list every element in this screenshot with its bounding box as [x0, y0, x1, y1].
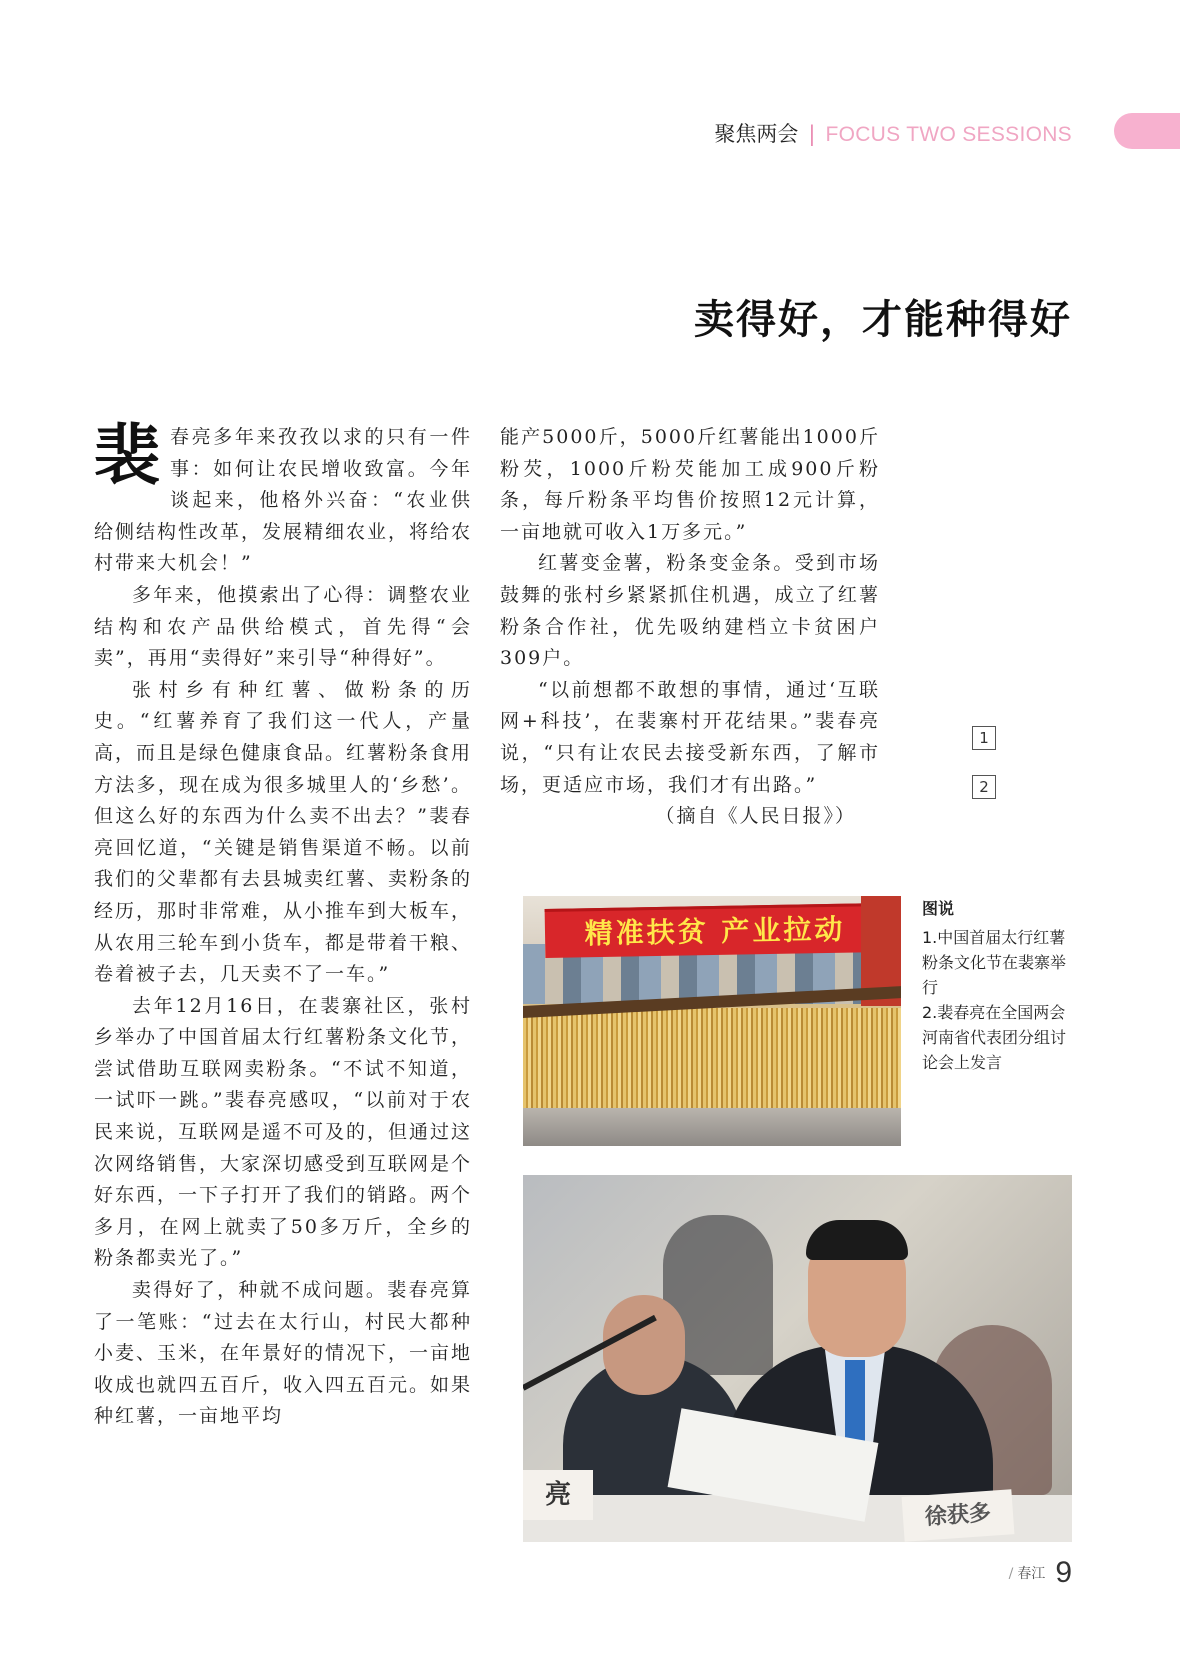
photo-delegation-meeting: [523, 1175, 1072, 1542]
article-paragraph: 张村乡有种红薯、做粉条的历史。“红薯养育了我们这一代人，产量高，而且是绿色健康食品。红薯粉条食用方法多，现在成为很多城里人的‘乡愁’。但这么好的东西为什么卖不出去？”裴春亮回忆道，“关键是销售渠道不畅。以前我们的父辈都有去县城卖红薯、卖粉条的经历，那时非常难，从小推车到大板车，从农用三轮车到小货车，都是带着干粮、卷着被子去，几天卖不了一车。”: [94, 678, 473, 986]
article-source: （摘自《人民日报》）: [655, 805, 856, 828]
caption-title: 图说: [922, 899, 955, 918]
article-paragraph: 裴春亮多年来孜孜以求的只有一件事：如何让农民增收致富。今年谈起来，他格外兴奋：“农业供给侧结构性改革，发展精细农业，将给农村带来大机会！”: [94, 416, 473, 575]
article-paragraph: 红薯变金薯，粉条变金条。受到市场鼓舞的张村乡紧紧抓住机遇，成立了红薯粉条合作社，优先吸纳建档立卡贫困户309户。: [500, 552, 880, 670]
hanging-noodles: [523, 1008, 901, 1113]
caption-item-1: 1.中国首届太行红薯粉条文化节在裴寨举行: [922, 928, 1067, 997]
article-paragraph: “以前想都不敢想的事情，通过‘互联网+科技’，在裴寨村开花结果。”裴春亮说，“只有让农民去接受新东西，了解市场，更适应市场，我们才有出路。”: [500, 678, 880, 796]
page-number: 9: [1055, 1556, 1072, 1589]
section-label: 聚焦两会: [714, 122, 799, 146]
article-paragraph: 能产5000斤，5000斤红薯能出1000斤粉芡，1000斤粉芡能加工成900斤粉条，每斤粉条平均售价按照12元计算，一亩地就可收入1万多元。”: [500, 426, 880, 543]
photo-caption: [922, 896, 1072, 1075]
nameplate-right: 徐获多: [902, 1489, 1015, 1542]
article-column-1: [94, 416, 473, 1433]
caption-item-2: 2.裴春亮在全国两会河南省代表团分组讨论会上发言: [922, 1003, 1067, 1072]
article-paragraph: 去年12月16日，在裴寨社区，张村乡举办了中国首届太行红薯粉条文化节，尝试借助互联网卖粉条。“不试不知道，一试吓一跳。”裴春亮感叹，“以前对于农民来说，互联网是遥不可及的，但通过这次网络销售，大家深切感受到互联网是个好东西，一下子打开了我们的销路。两个多月，在网上就卖了50多万斤，全乡的粉条都卖光了。”: [94, 994, 473, 1270]
magazine-name: 春江: [1017, 1566, 1046, 1582]
photo-marker-1: 1: [972, 726, 996, 750]
section-header: [0, 118, 1072, 148]
festival-banner: 精准扶贫 产业拉动: [545, 903, 886, 958]
article-column-2: [500, 422, 880, 833]
page-footer: [0, 1556, 1072, 1590]
article-paragraph: 卖得好了，种就不成问题。裴春亮算了一笔账：“过去在太行山，村民大都种小麦、玉米，在年景好的情况下，一亩地收成也就四五百斤，收入四五百元。如果种红薯，一亩地平均: [94, 1279, 473, 1428]
article-paragraph: 多年来，他摸索出了心得：调整农业结构和农产品供给模式，首先得“会卖”，再用“卖得好”来引导“种得好”。: [94, 583, 472, 670]
nameplate-left: 亮: [523, 1470, 593, 1520]
section-tab-decoration: [1114, 113, 1180, 149]
article-title: 卖得好，才能种得好: [694, 296, 1072, 343]
section-label-en: FOCUS TWO SESSIONS: [825, 123, 1072, 146]
photo-noodle-festival: [523, 896, 901, 1146]
photo-marker-2: 2: [972, 775, 996, 799]
section-separator: |: [808, 122, 816, 146]
footer-slash: /: [1008, 1565, 1014, 1582]
drop-cap: 裴: [94, 416, 162, 494]
